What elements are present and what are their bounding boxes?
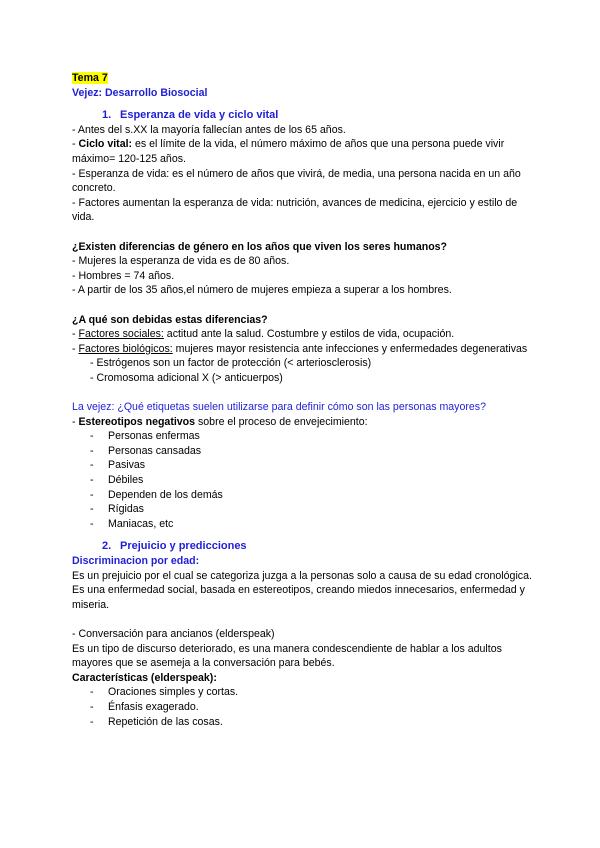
biologicos-sublist [72, 356, 540, 385]
list-item: - Oraciones simples y cortas. [90, 686, 239, 699]
ciclo-label: Ciclo vital: [78, 138, 133, 151]
list-item-text: Repetición de las cosas. [108, 715, 223, 728]
spacer [72, 225, 540, 240]
list-item-text: Énfasis exagerado. [108, 700, 199, 713]
biologicos-text: mujeres mayor resistencia ante infecciones y enfermedades degenerativas [172, 342, 528, 355]
section1-line1: - Antes del s.XX la mayoría fallecían antes de los 65 años. [72, 123, 346, 136]
causas-question: ¿A qué son debidas estas diferencias? [72, 313, 268, 326]
list-item: - Débiles [90, 474, 144, 487]
caracteristicas-list [72, 685, 540, 729]
list-item-text: Pasivas [108, 459, 146, 472]
caracteristicas-title: Características (elderspeak): [72, 671, 217, 684]
spacer [72, 298, 540, 313]
ciclo-prefix: - [72, 138, 79, 151]
section1-number: 1. [102, 109, 112, 122]
list-item-text: Oraciones simples y cortas. [108, 686, 239, 699]
estereotipos-list [72, 429, 540, 531]
list-item-text: Personas enfermas [108, 430, 200, 443]
list-item: - Personas enfermas [90, 430, 200, 443]
genero-item: - Mujeres la esperanza de vida es de 80 años. [72, 255, 290, 268]
tema-label [72, 71, 540, 86]
list-item: - Dependen de los demás [90, 488, 223, 501]
list-item-text: Dependen de los demás [108, 488, 223, 501]
section1-title [72, 108, 540, 123]
genero-item: - A partir de los 35 años,el número de mujeres empieza a superar a los hombres. [72, 284, 452, 297]
sociales-text: actitud ante la salud. Costumbre y estilos de vida, ocupación. [163, 328, 455, 341]
discriminacion-para1: Es un prejuicio por el cual se categoriza juzga a la personas solo a causa de su edad cronológica. [72, 569, 532, 582]
spacer [72, 385, 540, 400]
list-item: - Pasivas [90, 459, 146, 472]
estereotipos-text: sobre el proceso de envejecimiento: [195, 415, 368, 428]
section1-line4: - Factores aumentan la esperanza de vida: nutrición, avances de medicina, ejercicio y estilo de vida. [72, 196, 518, 224]
list-item-text: Rígidas [108, 503, 144, 516]
tema-highlight: Tema 7 [72, 72, 108, 84]
discriminacion-para2: Es una enfermedad social, basada en estereotipos, creando miedos innecesarios, enfermedad y miseria. [72, 584, 525, 611]
list-item-text: Débiles [108, 474, 144, 487]
sociales-label: Factores sociales: [78, 328, 164, 341]
list-item-text: Maniacas, etc [108, 517, 174, 530]
section2-subtitle: Discriminacion por edad: [72, 555, 200, 567]
sub-item: - Estrógenos son un factor de protección (< arteriosclerosis) [90, 357, 372, 370]
list-item: - Rígidas [90, 503, 144, 516]
list-item-text: Personas cansadas [108, 444, 202, 457]
estereotipos-line: - Estereotipos negativos sobre el proceso de envejecimiento: [72, 415, 368, 428]
section1-title-text: Esperanza de vida y ciclo vital [120, 109, 279, 122]
list-item: - Personas cansadas [90, 444, 202, 457]
elderspeak-text: Es un tipo de discurso deteriorado, es una manera condescendiente de hablar a los adultos mayores que se asemeja a la conversación para bebés. [72, 642, 502, 670]
list-item: - Maniacas, etc [90, 517, 174, 530]
spacer [72, 100, 540, 108]
sub-item: - Cromosoma adicional X (> anticuerpos) [90, 371, 283, 384]
factores-sociales: - Factores sociales: actitud ante la salud. Costumbre y estilos de vida, ocupación. [72, 328, 455, 341]
section1-ciclo [72, 137, 540, 166]
vejez-question: La vejez: ¿Qué etiquetas suelen utilizarse para definir cómo son las personas mayores? [72, 401, 486, 414]
section2-number: 2. [102, 540, 112, 553]
section1-line3: - Esperanza de vida: es el número de años que vivirá, de media, una persona nacida en un año concreto. [72, 167, 521, 195]
ciclo-text: es el límite de la vida, el número máximo de años que una persona puede vivir máximo= 120-125 años. [72, 138, 505, 165]
genero-question: ¿Existen diferencias de género en los años que viven los seres humanos? [72, 240, 448, 253]
estereotipos-label: Estereotipos negativos [78, 415, 196, 428]
genero-item: - Hombres = 74 años. [72, 269, 175, 282]
factores-biologicos: - Factores biológicos: mujeres mayor resistencia ante infecciones y enfermedades degenerativas [72, 342, 528, 355]
biologicos-label: Factores biológicos: [78, 342, 173, 355]
section2-title [72, 539, 540, 554]
spacer [72, 612, 540, 627]
elderspeak-title: - Conversación para ancianos (elderspeak) [72, 627, 275, 640]
document-title: Vejez: Desarrollo Biosocial [72, 86, 208, 99]
spacer [72, 531, 540, 539]
list-item: - Énfasis exagerado. [90, 700, 199, 713]
list-item: - Repetición de las cosas. [90, 715, 223, 728]
section2-title-text: Prejuicio y predicciones [120, 540, 247, 553]
